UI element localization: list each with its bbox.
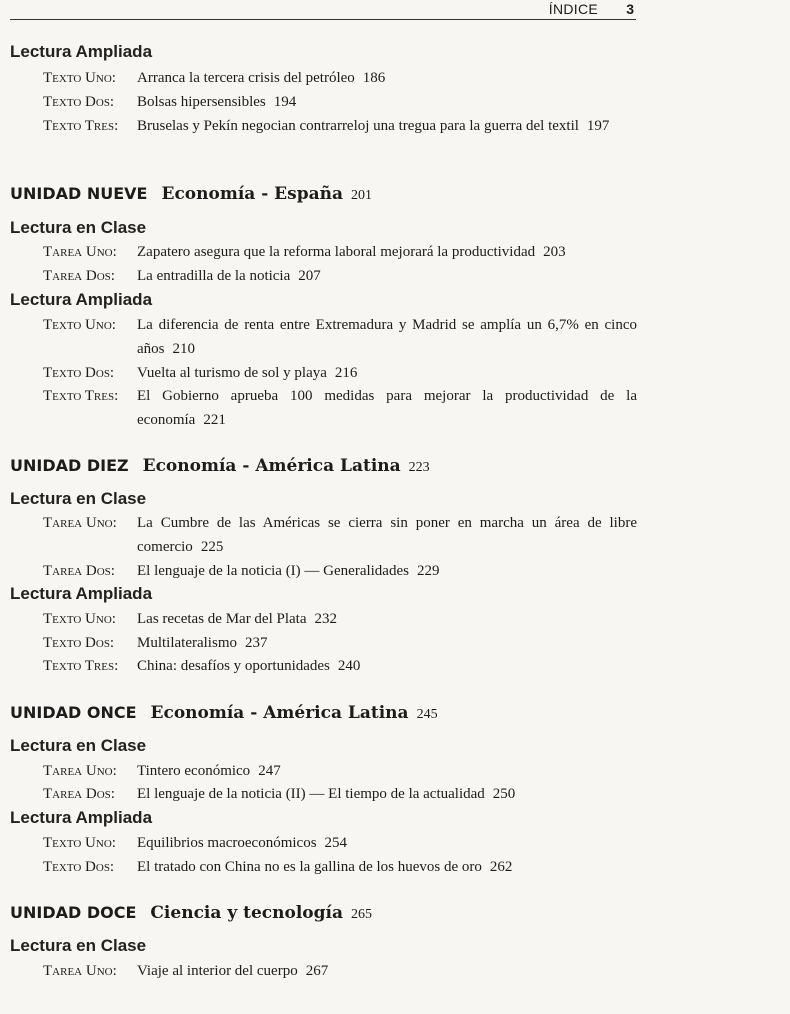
entry-page: 216	[334, 365, 358, 381]
entry-text: Las recetas de Mar del Plata	[137, 611, 307, 627]
toc-entry	[43, 559, 637, 583]
entry-text: Viaje al interior del cuerpo	[137, 963, 298, 979]
toc-entry	[43, 384, 637, 432]
entry-label: Texto Tres:	[43, 118, 119, 134]
entry-page: 221	[203, 412, 226, 428]
unit-page: 245	[416, 707, 438, 722]
unit-title: Ciencia y tecnología	[150, 903, 343, 923]
entry-label: Texto Dos:	[43, 94, 115, 110]
unit-title: Economía - América Latina	[150, 703, 409, 723]
toc-entry	[43, 66, 637, 90]
entry-page: 194	[273, 94, 297, 110]
entry-text: La Cumbre de las Américas se cierra sin poner en marcha un área de libre comercio	[137, 515, 637, 555]
unit-title: Economía - América Latina	[142, 456, 401, 476]
entry-page: 232	[314, 611, 338, 627]
unit-label: UNIDAD DIEZ	[10, 456, 129, 475]
unit-page: 223	[408, 460, 430, 475]
toc-entry	[43, 759, 637, 783]
unit-page: 201	[351, 188, 372, 203]
section-heading: Lectura en Clase	[10, 936, 147, 955]
entry-label: Tarea Uno:	[43, 515, 117, 531]
entry-page: 197	[586, 118, 610, 134]
unit-heading	[10, 184, 372, 204]
toc-entry	[43, 264, 637, 288]
entry-label: Texto Uno:	[43, 611, 116, 627]
entry-label: Tarea Uno:	[43, 963, 117, 979]
entry-text: Vuelta al turismo de sol y playa	[137, 365, 327, 381]
entry-text: Multilateralismo	[137, 635, 237, 651]
section-heading: Lectura en Clase	[10, 489, 147, 508]
entry-text: La diferencia de renta entre Extremadura y Madrid se amplía un 6,7% en cinco años	[137, 317, 637, 357]
entry-page: 186	[362, 70, 386, 86]
entry-text: El tratado con China no es la gallina de los huevos de oro	[137, 859, 482, 875]
unit-heading	[10, 903, 372, 923]
toc-entry	[43, 90, 637, 114]
toc-entry	[43, 114, 637, 138]
entry-page: 254	[324, 835, 348, 851]
entry-text: China: desafíos y oportunidades	[137, 658, 330, 674]
unit-label: UNIDAD DOCE	[10, 903, 137, 922]
entry-text: Zapatero asegura que la reforma laboral mejorará la productividad	[137, 244, 536, 260]
entry-page: 210	[172, 341, 195, 357]
toc-entry	[43, 631, 637, 655]
entry-text: Bolsas hipersensibles	[137, 94, 266, 110]
toc-entry	[43, 782, 637, 806]
entry-page: 207	[298, 268, 321, 284]
entry-label: Texto Uno:	[43, 835, 116, 851]
unit-label: UNIDAD NUEVE	[10, 184, 148, 203]
entry-page: 250	[492, 786, 516, 802]
entry-label: Texto Dos:	[43, 635, 115, 651]
entry-label: Texto Uno:	[43, 317, 116, 333]
toc-entry	[43, 511, 637, 559]
toc-entry	[43, 361, 637, 385]
toc-entry	[43, 240, 637, 264]
section-heading: Lectura Ampliada	[10, 290, 153, 309]
entry-page: 229	[416, 563, 440, 579]
entry-page: 203	[543, 244, 566, 260]
entry-page: 262	[489, 859, 513, 875]
entry-text: El lenguaje de la noticia (I) — Generalidades	[137, 563, 409, 579]
entry-page: 247	[258, 763, 281, 779]
entry-label: Texto Tres:	[43, 658, 119, 674]
header-page-number: 3	[626, 1, 634, 17]
entry-label: Texto Uno:	[43, 70, 116, 86]
section-heading: Lectura Ampliada	[10, 584, 153, 603]
toc-entry	[43, 831, 637, 855]
entry-text: Bruselas y Pekín negocian contrarreloj una tregua para la guerra del textil	[137, 118, 579, 134]
section-heading: Lectura Ampliada	[10, 42, 153, 61]
unit-heading	[10, 456, 430, 476]
entry-label: Tarea Dos:	[43, 786, 115, 802]
entry-label: Tarea Dos:	[43, 268, 115, 284]
entry-label: Tarea Uno:	[43, 763, 117, 779]
entry-label: Texto Dos:	[43, 859, 115, 875]
entry-page: 237	[244, 635, 268, 651]
unit-title: Economía - España	[161, 184, 343, 204]
entry-label: Tarea Uno:	[43, 244, 117, 260]
entry-text: Equilibrios macroeconómicos	[137, 835, 317, 851]
toc-entry	[43, 855, 637, 879]
entry-page: 240	[337, 658, 361, 674]
toc-entry	[43, 959, 637, 983]
entry-text: Tintero económico	[137, 763, 251, 779]
entry-text: El lenguaje de la noticia (II) — El tiempo de la actualidad	[137, 786, 485, 802]
unit-page: 265	[350, 907, 372, 922]
entry-text: El Gobierno aprueba 100 medidas para mejorar la productividad de la economía	[137, 388, 637, 428]
entry-label: Tarea Dos:	[43, 563, 115, 579]
unit-heading	[10, 703, 438, 723]
toc-entry	[43, 607, 637, 631]
section-heading: Lectura en Clase	[10, 736, 147, 755]
entry-label: Texto Dos:	[43, 365, 115, 381]
header-title: ÍNDICE	[548, 1, 598, 17]
entry-label: Texto Tres:	[43, 388, 119, 404]
section-heading: Lectura Ampliada	[10, 808, 153, 827]
running-header	[10, 0, 636, 20]
entry-page: 267	[305, 963, 329, 979]
section-heading: Lectura en Clase	[10, 218, 147, 237]
toc-entry	[43, 654, 637, 678]
entry-page: 225	[200, 539, 224, 555]
unit-label: UNIDAD ONCE	[10, 703, 137, 722]
entry-text: La entradilla de la noticia	[137, 268, 291, 284]
entry-text: Arranca la tercera crisis del petróleo	[137, 70, 355, 86]
toc-entry	[43, 313, 637, 361]
